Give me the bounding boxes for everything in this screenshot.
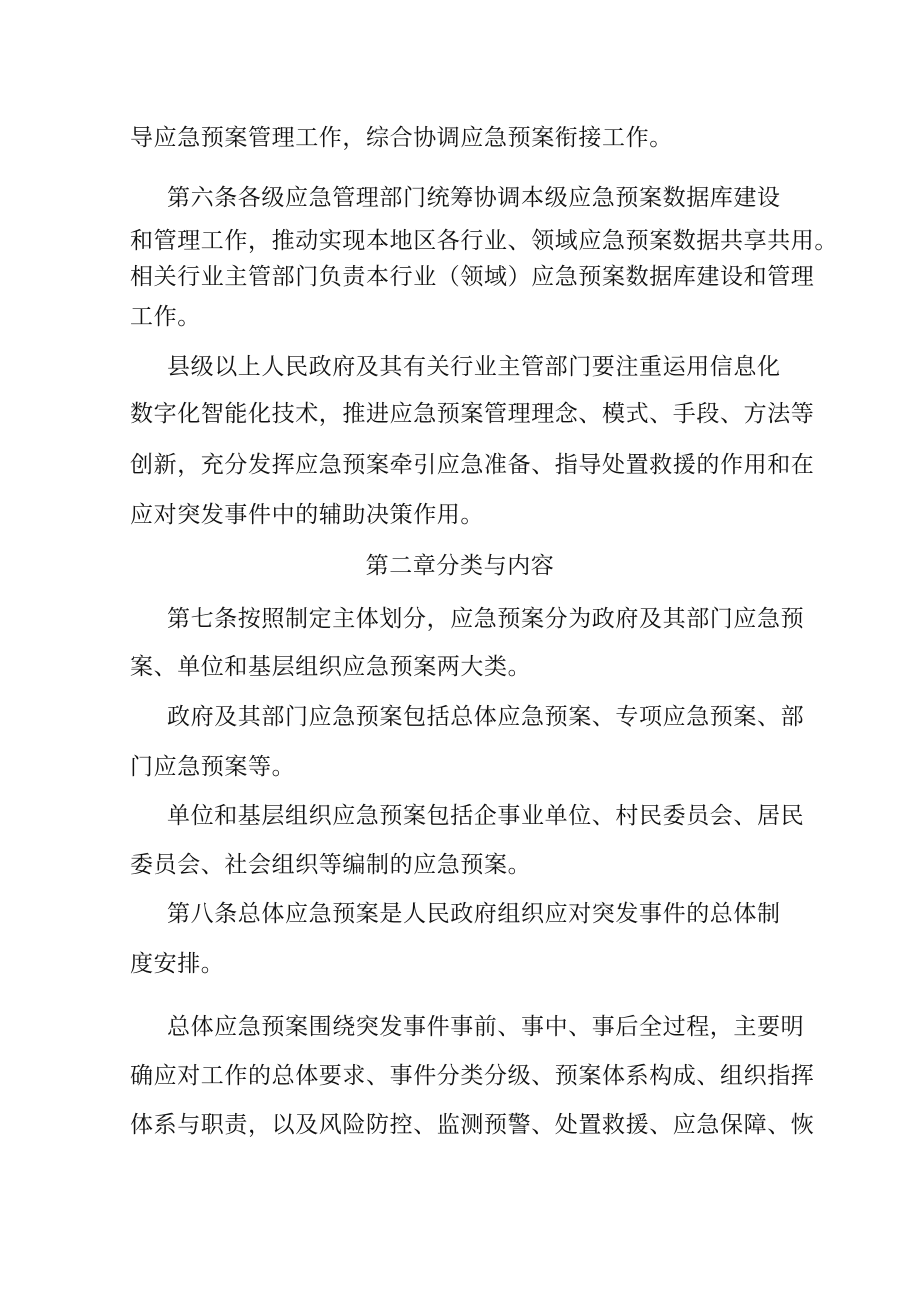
text-line-12: 案、单位和基层组织应急预案两大类。 bbox=[130, 654, 532, 680]
paragraph-start-line: 政府及其部门应急预案包括总体应急预案、专项应急预案、部 bbox=[167, 704, 805, 730]
text-line-16: 委员会、社会组织等编制的应急预案。 bbox=[130, 852, 532, 878]
text-line-9: 应对突发事件中的辅助决策作用。 bbox=[130, 502, 484, 528]
article-7-heading-line: 第七条按照制定主体划分，应急预案分为政府及其部门应急预 bbox=[167, 606, 805, 632]
paragraph-start-line: 单位和基层组织应急预案包括企事业单位、村民委员会、居民 bbox=[167, 803, 805, 829]
text-line-7: 数字化智能化技术，推进应急预案管理理念、模式、手段、方法等 bbox=[130, 401, 815, 427]
article-8-heading-line: 第八条总体应急预案是人民政府组织应对突发事件的总体制 bbox=[167, 901, 781, 927]
paragraph-start-line: 总体应急预案围绕突发事件事前、事中、事后全过程，主要明 bbox=[167, 1014, 805, 1040]
chapter-heading: 第二章分类与内容 bbox=[365, 553, 555, 579]
text-line-1: 导应急预案管理工作，综合协调应急预案衔接工作。 bbox=[130, 125, 673, 151]
paragraph-start-line: 县级以上人民政府及其有关行业主管部门要注重运用信息化 bbox=[167, 354, 781, 380]
text-line-20: 确应对工作的总体要求、事件分类分级、预案体系构成、组织指挥 bbox=[130, 1063, 815, 1089]
text-line-14: 门应急预案等。 bbox=[130, 754, 296, 780]
text-line-5: 工作。 bbox=[130, 304, 201, 330]
article-6-heading-line: 第六条各级应急管理部门统筹协调本级应急预案数据库建设 bbox=[167, 185, 781, 211]
text-line-21: 体系与职责，以及风险防控、监测预警、处置救援、应急保障、恢 bbox=[130, 1112, 815, 1138]
text-line-8: 创新，充分发挥应急预案牵引应急准备、指导处置救援的作用和在 bbox=[130, 452, 815, 478]
text-line-3: 和管理工作，推动实现本地区各行业、领域应急预案数据共享共用。 bbox=[130, 228, 838, 254]
text-line-4: 相关行业主管部门负责本行业（领域）应急预案数据库建设和管理 bbox=[130, 264, 815, 290]
text-line-18: 度安排。 bbox=[130, 951, 225, 977]
